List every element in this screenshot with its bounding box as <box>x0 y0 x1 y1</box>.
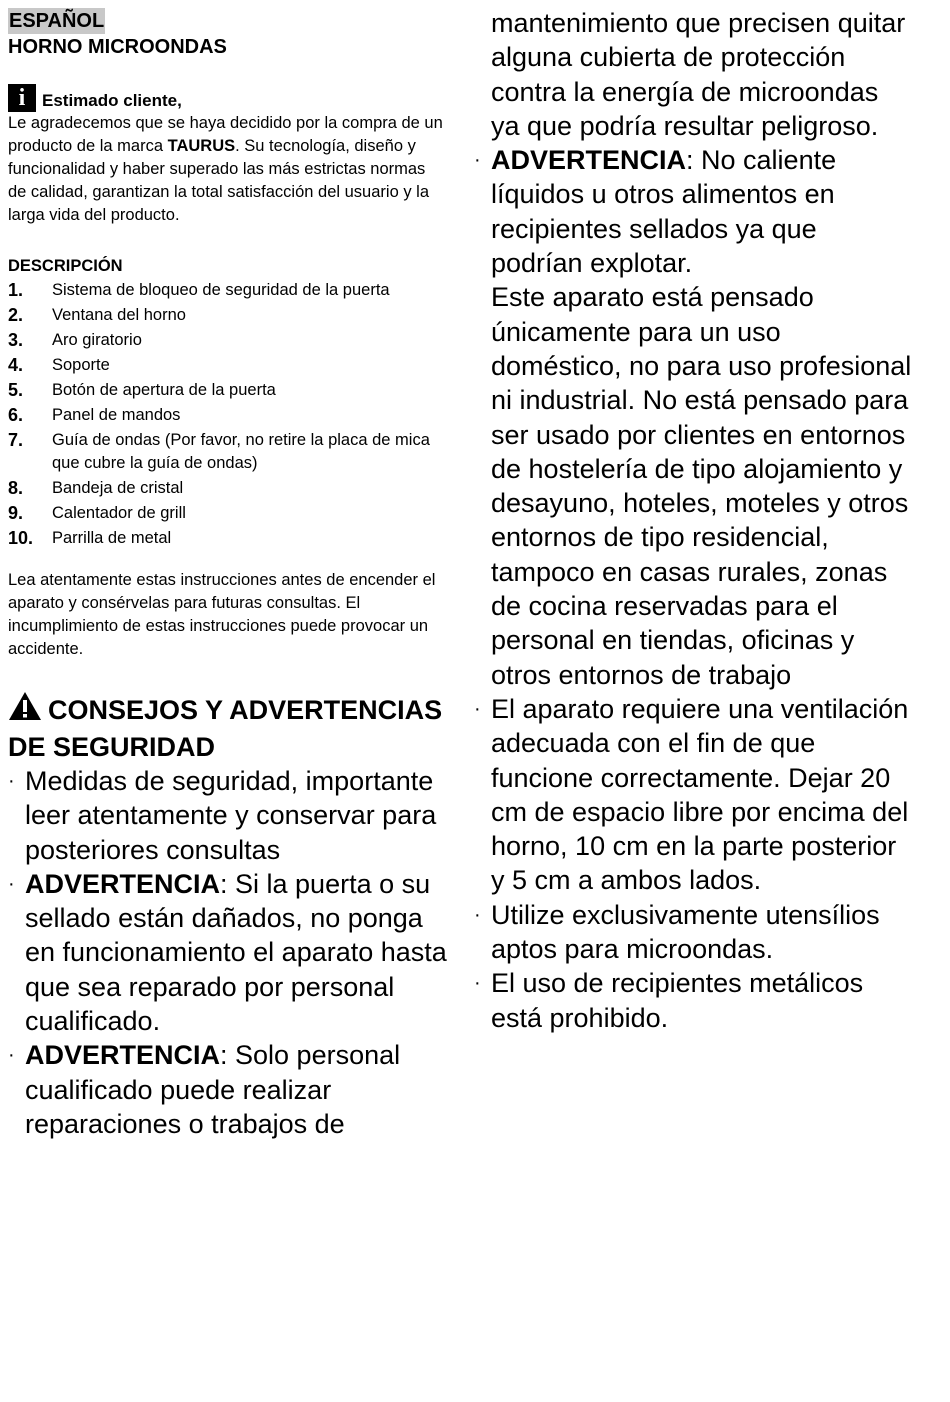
list-item: · El uso de recipientes metálicos está prohibido. <box>474 968 864 1033</box>
list-item: · Utilize exclusivamente utensílios aptos para microondas. <box>474 899 880 965</box>
list-item <box>8 379 448 402</box>
list-item <box>8 477 448 500</box>
domestic-use-paragraph: Este aparato está pensado únicamente para un uso doméstico, no para uso profesional ni industrial. No está pensado para ser usado por clientes en entornos de hostelería de tipo alojamiento y desayuno, hoteles, moteles y otros entornos de tipo residencial, tampoco en casas rurales, zonas de cocina reservadas para el personal en tiendas, oficinas y otros entornos de trabajo <box>491 282 912 690</box>
read-instructions: Lea atentamente estas instrucciones antes de encender el aparato y consérvelas para futuras consultas. El incumplimiento de estas instrucciones puede provocar un accidente. <box>8 571 436 658</box>
list-item <box>8 404 448 427</box>
list-item <box>8 527 448 550</box>
right-column <box>474 6 914 1035</box>
bullet-text: El aparato requiere una ventilación adecuada con el fin de que funcione correctamente. Dejar 20 cm de espacio libre por encima del horno, 10 cm en la parte posterior y 5 cm a ambos lados. <box>491 693 909 896</box>
item-text: Guía de ondas (Por favor, no retire la placa de mica que cubre la guía de ondas) <box>52 431 430 472</box>
item-number: 10. <box>8 527 34 548</box>
list-item <box>8 329 448 352</box>
item-number: 1. <box>8 280 24 300</box>
bullet-text: El uso de recipientes metálicos está prohibido. <box>491 968 864 1033</box>
description-heading: DESCRIPCIÓN <box>8 257 123 275</box>
item-text: Soporte <box>52 356 110 374</box>
safety-list-right <box>474 143 914 280</box>
brand-name: TAURUS <box>167 137 236 155</box>
item-number: 6. <box>8 405 24 425</box>
list-item <box>8 279 448 302</box>
warning-label: ADVERTENCIA <box>25 1040 221 1071</box>
info-icon: i <box>8 84 36 112</box>
left-column <box>8 8 448 1141</box>
greeting: Estimado cliente, <box>42 91 182 110</box>
bullet-text: Medidas de seguridad, importante leer atentamente y conservar para posteriores consultas <box>25 766 437 865</box>
list-item <box>8 354 448 377</box>
intro-text: Le agradecemos que se haya decidido por la compra de un producto de la marca <box>8 114 443 155</box>
intro-text-rest: . Su tecnología, diseño y funcionalidad y haber superado las más estrictas normas de calidad, garantizan la total satisfacción del usuario y la larga vida del producto. <box>8 137 429 224</box>
item-text: Calentador de grill <box>52 503 186 522</box>
bullet-text: : Si la puerta o su sellado están dañados, no ponga en funcionamiento el aparato hasta que sea reparado por personal cualificado. <box>25 868 447 1037</box>
item-number: 3. <box>8 330 24 350</box>
item-number: 8. <box>8 477 24 498</box>
list-item: · ADVERTENCIA: No caliente líquidos u otros alimentos en recipientes sellados ya que podrían explotar. <box>474 145 837 279</box>
item-number: 5. <box>8 380 24 400</box>
list-item: · ADVERTENCIA: Solo personal cualificado puede realizar reparaciones o trabajos de <box>8 1040 401 1139</box>
item-text: Sistema de bloqueo de seguridad de la puerta <box>52 281 390 299</box>
list-item: · El aparato requiere una ventilación adecuada con el fin de que funcione correctamente. Dejar 20 cm de espacio libre por encima del horno, 10 cm en la parte posterior y 5 cm a ambos lados. <box>474 693 909 896</box>
list-item: · Medidas de seguridad, importante leer atentamente y conservar para posteriores consultas <box>8 766 437 865</box>
list-item: · ADVERTENCIA: Si la puerta o su sellado están dañados, no ponga en funcionamiento el aparato hasta que sea reparado por personal cualificado. <box>8 868 447 1037</box>
item-text: Botón de apertura de la puerta <box>52 381 276 399</box>
safety-list-right-2 <box>474 692 914 1035</box>
list-item <box>8 304 448 327</box>
safety-heading <box>8 691 448 764</box>
item-number: 9. <box>8 502 24 523</box>
item-text: Aro giratorio <box>52 331 142 349</box>
bullet-text: Utilize exclusivamente utensílios aptos para microondas. <box>491 899 880 965</box>
item-text: Ventana del horno <box>52 306 186 324</box>
warning-label: ADVERTENCIA <box>25 868 221 899</box>
list-item <box>8 502 448 525</box>
intro-paragraph <box>8 112 448 227</box>
document-title: HORNO MICROONDAS <box>8 36 227 58</box>
item-text: Bandeja de cristal <box>52 478 184 497</box>
warning-triangle-icon <box>8 691 42 730</box>
safety-heading-text: CONSEJOS Y ADVERTENCIAS DE SEGURIDAD <box>8 695 443 762</box>
safety-list-left <box>8 764 448 1141</box>
bullet-text: : No caliente líquidos u otros alimentos en recipientes sellados ya que podrían explotar. <box>491 145 837 279</box>
description-list <box>8 279 448 549</box>
item-number: 2. <box>8 305 24 325</box>
item-text: Panel de mandos <box>52 406 181 424</box>
greeting-row <box>8 84 448 112</box>
warning-label: ADVERTENCIA <box>491 145 687 176</box>
language-label: ESPAÑOL <box>9 10 105 32</box>
item-number: 7. <box>8 430 24 450</box>
item-text: Parrilla de metal <box>52 528 172 547</box>
item-number: 4. <box>8 355 24 375</box>
bullet-continuation: mantenimiento que precisen quitar alguna cubierta de protección contra la energía de microondas ya que podría resultar peligroso. <box>491 8 906 141</box>
bullet-text: : Solo personal cualificado puede realizar reparaciones o trabajos de <box>25 1040 401 1139</box>
list-item <box>8 429 448 474</box>
